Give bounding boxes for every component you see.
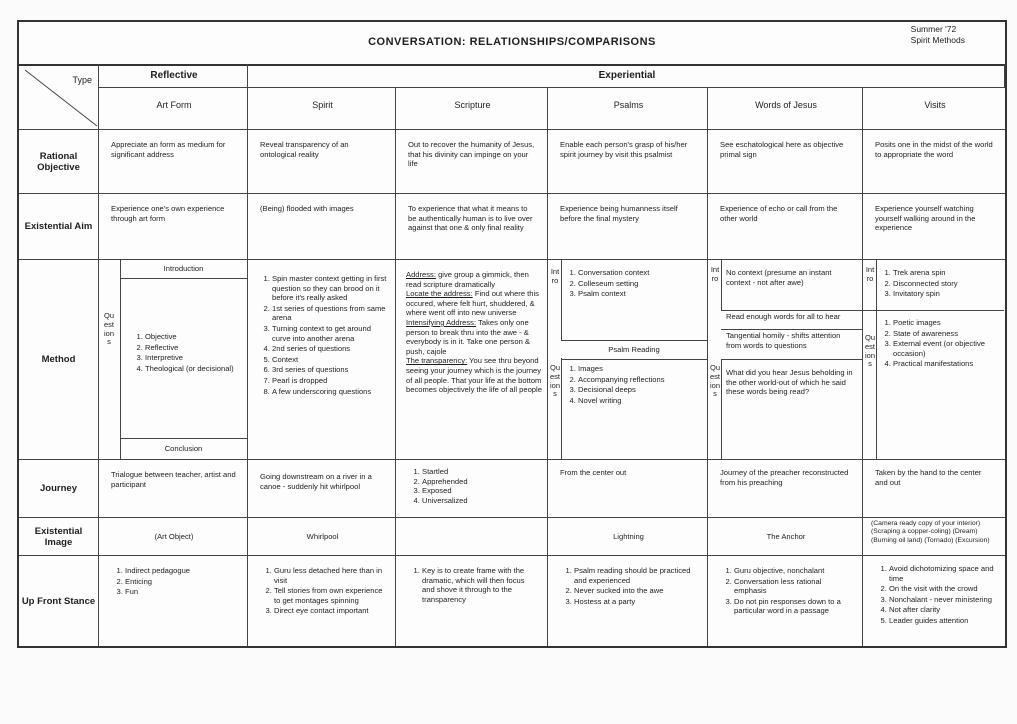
scripture-locate-label: Locate the address: xyxy=(406,289,473,299)
journey-scripture-item: 2. Apprehended xyxy=(422,478,537,487)
journey-psalms: From the center out xyxy=(548,460,708,518)
psalms-question-item: 1. Images xyxy=(578,364,704,374)
scripture-address-text: give group a gimmick, then read scripture dramatically xyxy=(406,270,529,289)
scripture-locate-text: Find out where this occured, where felt hurt, shuddered, & where went off into new universe xyxy=(406,289,539,318)
jesus-intro: No context (presume an instant context - not after awe) xyxy=(726,268,832,287)
up-front-stance-label: Up Front Stance xyxy=(19,556,99,646)
spirit-method-item: 2. 1st series of questions from same arena xyxy=(272,304,391,323)
journey-scripture-item: 3. Exposed xyxy=(422,487,537,496)
stance-psalms-item: 3. Hostess at a party xyxy=(574,597,697,607)
psalms-intro-item: 1. Conversation context xyxy=(578,268,704,278)
image-scripture xyxy=(396,518,548,556)
visits-question-item: 2. State of awareness xyxy=(893,329,1003,339)
visits-question-item: 1. Poetic images xyxy=(893,318,1003,328)
psalms-intro-column xyxy=(548,260,562,340)
art-form-header: Art Form xyxy=(99,88,248,130)
rational-jesus: See eschatological here as objective primal sign xyxy=(708,130,863,194)
jesus-intro-vertical-label: Intro xyxy=(710,265,720,283)
method-scripture xyxy=(396,260,548,460)
existential-visits: Experience yourself watching yourself walking around in the experience xyxy=(863,194,1005,260)
image-psalms: Lightning xyxy=(548,518,708,556)
existential-image-label: Existential Image xyxy=(19,518,99,556)
journey-label: Journey xyxy=(19,460,99,518)
scripture-transparency xyxy=(406,356,543,394)
stance-psalms xyxy=(548,556,708,646)
edition-season: Summer '72 xyxy=(910,24,957,34)
journey-jesus: Journey of the preacher reconstructed from his preaching xyxy=(708,460,863,518)
jesus-intro-column xyxy=(708,260,722,310)
existential-psalms: Experience being humanness itself before the final mystery xyxy=(548,194,708,260)
rational-art: Appreciate an form as medium for significant address xyxy=(99,130,248,194)
stance-visits-item: 5. Leader guides attention xyxy=(889,616,995,626)
stance-spirit-item: 1. Guru less detached here than in visit xyxy=(274,566,385,585)
stance-art-item: 2. Enticing xyxy=(125,577,237,587)
stance-spirit-item: 2. Tell stories from own experience to get montages spinning xyxy=(274,586,385,605)
visits-question-item: 3. External event (or objective occasion) xyxy=(893,339,1003,358)
spirit-method-item: 3. Turning context to get around curve into another arena xyxy=(272,324,391,343)
existential-scripture: To experience that what it means to be authentically human is to live over against that one & only final reality xyxy=(396,194,548,260)
visits-question-item: 4. Practical manifestations xyxy=(893,359,1003,369)
experiential-header: Experiential xyxy=(248,64,1005,88)
stance-scripture-item: 1. Key is to create frame with the dramatic, which will then focus and shove it through to the transparency xyxy=(422,566,537,604)
scripture-intensify-label: Intensifying Address: xyxy=(406,317,477,327)
spirit-method-item: 6. 3rd series of questions xyxy=(272,365,391,375)
jesus-questions: What did you hear Jesus beholding in the other world-out of which he said these words being read? xyxy=(726,368,853,397)
scripture-transparency-label: The transparency: xyxy=(406,356,468,366)
journey-spirit: Going downstream on a river in a canoe - suddenly hit whirlpool xyxy=(248,460,396,518)
edition-subtitle: Spirit Methods xyxy=(910,35,965,45)
stance-jesus xyxy=(708,556,863,646)
journey-scripture-item: 1. Startled xyxy=(422,468,537,477)
title-bar xyxy=(19,22,1005,66)
rational-scripture: Out to recover the humanity of Jesus, that his divinity can impinge on your life xyxy=(396,130,548,194)
spirit-method-item: 5. Context xyxy=(272,355,391,365)
chart-sheet xyxy=(17,20,1007,648)
diagonal-line xyxy=(19,64,99,130)
art-questions-column xyxy=(99,260,121,459)
psalm-reading: Psalm Reading xyxy=(561,340,707,360)
jesus-questions-column xyxy=(708,360,722,459)
psalms-questions-column xyxy=(548,358,562,459)
psalms-intro-item: 3. Psalm context xyxy=(578,289,704,299)
stance-jesus-item: 1. Guru objective, nonchalant xyxy=(734,566,852,576)
jesus-read: Read enough words for all to hear xyxy=(721,310,862,330)
psalms-questions-list xyxy=(564,364,704,406)
psalms-intro-list xyxy=(564,268,704,300)
method-label: Method xyxy=(19,260,99,460)
spirit-method-item: 1. Spin master context getting in first question so they can brood on it before it's really asked xyxy=(272,274,391,303)
stance-visits-item: 4. Not after clarity xyxy=(889,605,995,615)
stance-psalms-item: 1. Psalm reading should be practiced and experienced xyxy=(574,566,697,585)
art-question-item: 1. Objective xyxy=(145,332,241,342)
stance-visits-item: 3. Nonchalant - never ministering xyxy=(889,595,995,605)
psalms-questions-vertical-label: Questions xyxy=(550,363,561,399)
edition-label xyxy=(911,24,965,46)
type-label: Type xyxy=(72,75,92,85)
art-question-item: 2. Reflective xyxy=(145,343,241,353)
art-question-item: 4. Theological (or decisional) xyxy=(145,364,241,374)
stance-psalms-item: 2. Never sucked into the awe xyxy=(574,586,697,596)
stance-visits xyxy=(863,556,1005,646)
image-jesus: The Anchor xyxy=(708,518,863,556)
existential-jesus: Experience of echo or call from the other world xyxy=(708,194,863,260)
rational-visits: Posits one in the midst of the world to appropriate the word xyxy=(863,130,1005,194)
spirit-method-item: 4. 2nd series of questions xyxy=(272,344,391,354)
method-psalms xyxy=(548,260,708,460)
art-introduction: Introduction xyxy=(120,260,247,279)
journey-visits: Taken by the hand to the center and out xyxy=(863,460,1005,518)
method-spirit xyxy=(248,260,396,460)
jesus-questions-vertical-label: Questions xyxy=(710,363,721,399)
scripture-locate xyxy=(406,289,543,318)
reflective-header: Reflective xyxy=(99,64,248,88)
scripture-intensify-text: Takes only one person to break thru into the awe - & everybody is in it. Take one person & push, cajole xyxy=(406,317,530,356)
stance-jesus-item: 3. Do not pin responses down to a particular word in a passage xyxy=(734,597,852,616)
image-art: (Art Object) xyxy=(99,518,248,556)
rational-spirit: Reveal transparency of an ontological reality xyxy=(248,130,396,194)
spirit-method-item: 7. Pearl is dropped xyxy=(272,376,391,386)
art-conclusion: Conclusion xyxy=(120,438,247,460)
visits-intro-vertical-label: Intro xyxy=(865,265,875,283)
stance-scripture xyxy=(396,556,548,646)
psalms-intro-vertical-label: Intro xyxy=(550,267,560,285)
visits-questions-column xyxy=(863,310,877,459)
stance-visits-item: 2. On the visit with the crowd xyxy=(889,584,995,594)
words-of-jesus-header: Words of Jesus xyxy=(708,88,863,130)
scripture-intensify xyxy=(406,318,543,356)
image-spirit: Whirlpool xyxy=(248,518,396,556)
visits-divider xyxy=(863,310,1004,311)
stance-jesus-item: 2. Conversation less rational emphasis xyxy=(734,577,852,596)
type-corner-cell xyxy=(19,64,99,130)
psalms-header: Psalms xyxy=(548,88,708,130)
method-jesus xyxy=(708,260,863,460)
stance-visits-item: 1. Avoid dichotomizing space and time xyxy=(889,564,995,583)
stance-art-item: 1. Indirect pedagogue xyxy=(125,566,237,576)
journey-art: Trialogue between teacher, artist and participant xyxy=(99,460,248,518)
method-visits xyxy=(863,260,1005,460)
scripture-header: Scripture xyxy=(396,88,548,130)
journey-scripture xyxy=(396,460,548,518)
stance-spirit-item: 3. Direct eye contact important xyxy=(274,606,385,616)
visits-intro-item: 1. Trek arena spin xyxy=(893,268,1003,278)
visits-header: Visits xyxy=(863,88,1005,130)
psalms-question-item: 4. Novel writing xyxy=(578,396,704,406)
visits-intro-item: 2. Disconnected story xyxy=(893,279,1003,289)
psalms-intro-item: 2. Colleseum setting xyxy=(578,279,704,289)
psalms-question-item: 2. Accompanying reflections xyxy=(578,375,704,385)
image-visits: (Camera ready copy of your interior) (Scraping a copper-coling) (Dream) (Burning oil land) (Tornado) (Excursion) xyxy=(863,518,1005,556)
art-question-item: 3. Interpretive xyxy=(145,353,241,363)
visits-intro-column xyxy=(863,260,877,310)
art-questions-list xyxy=(131,332,241,374)
visits-intro-item: 3. Invitatory spin xyxy=(893,289,1003,299)
scripture-address-label: Address: xyxy=(406,270,436,279)
visits-questions-list xyxy=(879,318,1003,370)
jesus-tangential: Tangential homily - shifts attention from words to questions xyxy=(721,330,862,360)
visits-intro-list xyxy=(879,268,1003,300)
visits-questions-vertical-label: Questions xyxy=(865,333,876,369)
comparison-table xyxy=(19,64,1005,646)
method-art xyxy=(99,260,248,460)
rational-objective-label: Rational Objective xyxy=(19,130,99,194)
existential-spirit: (Being) flooded with images xyxy=(248,194,396,260)
stance-spirit xyxy=(248,556,396,646)
psalms-question-item: 3. Decisional deeps xyxy=(578,385,704,395)
spirit-header: Spirit xyxy=(248,88,396,130)
page-title: CONVERSATION: RELATIONSHIPS/COMPARISONS xyxy=(368,36,656,48)
stance-art-item: 3. Fun xyxy=(125,587,237,597)
existential-aim-label: Existential Aim xyxy=(19,194,99,260)
journey-scripture-item: 4. Universalized xyxy=(422,497,537,506)
stance-art xyxy=(99,556,248,646)
scripture-address xyxy=(406,270,543,289)
rational-psalms: Enable each person's grasp of his/her spirit journey by visit this psalmist xyxy=(548,130,708,194)
existential-art: Experience one's own experience through art form xyxy=(99,194,248,260)
spirit-method-item: 8. A few underscoring questions xyxy=(272,387,391,397)
scripture-transparency-text: You see thru beyond seeing your journey which is the journey of all people. That your life at the bottom becomes objectively the life of all people xyxy=(406,356,542,395)
art-questions-vertical-label: Questions xyxy=(104,311,115,347)
